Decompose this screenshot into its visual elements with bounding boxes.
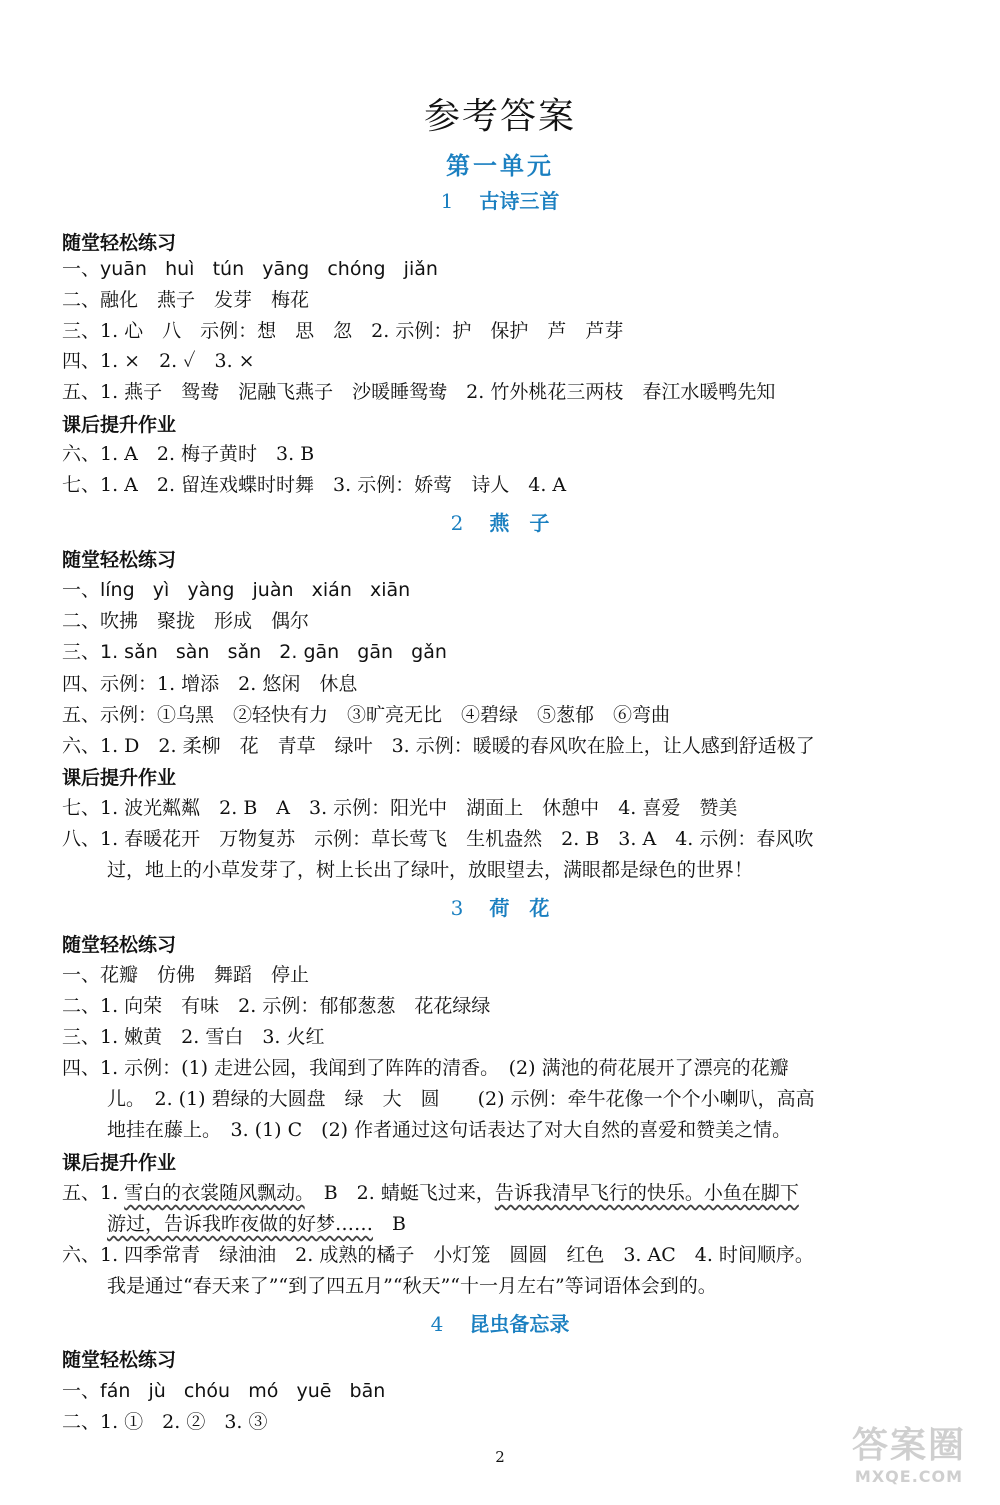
section-practice: 随堂轻松练习 [62,1349,177,1371]
answer-line: 五、1. 燕子 鸳鸯 泥融飞燕子 沙暖睡鸳鸯 2. 竹外桃花三两枝 春江水暖鸭先知 [62,381,776,403]
answer-line: 我是通过“春天来了”“到了四五月”“秋天”“十一月左右”等词语体会到的。 [107,1275,717,1297]
answer-line: 三、1. sǎn sàn sǎn 2. gān gān gǎn [62,641,447,663]
watermark-text: 答案圈 [851,1425,966,1466]
lesson-number: 3 [450,896,464,920]
answer-line: 过，地上的小草发芽了，树上长出了绿叶，放眼望去，满眼都是绿色的世界！ [107,859,754,881]
page-number: 2 [495,1448,505,1466]
answer-line: 五、示例：①乌黑 ②轻快有力 ③旷亮无比 ④碧绿 ⑤葱郁 ⑥弯曲 [62,704,671,726]
answer-line: 二、融化 燕子 发芽 梅花 [62,289,310,311]
lesson-4-heading [0,1308,1000,1337]
line-prefix: 五、1. [62,1182,125,1204]
section-practice: 随堂轻松练习 [62,232,177,254]
answer-line: 六、1. D 2. 柔柳 花 青草 绿叶 3. 示例：暖暖的春风吹在脸上，让人感到舒适极了 [62,735,815,757]
answer-line: 二、1. ① 2. ② 3. ③ [62,1411,268,1433]
answer-line: 地挂在藤上。 3. (1) C (2) 作者通过这句话表达了对大自然的喜爱和赞美之情。 [107,1119,792,1141]
answer-line: 四、1. 示例：(1) 走进公园，我闻到了阵阵的清香。 (2) 满池的荷花展开了漂亮的花瓣 [62,1057,789,1079]
section-practice: 随堂轻松练习 [62,934,177,956]
answer-line: 三、1. 嫩黄 2. 雪白 3. 火红 [62,1026,325,1048]
answer-line: 二、吹拂 聚拢 形成 偶尔 [62,610,310,632]
answer-line: 八、1. 春暖花开 万物复苏 示例：草长莺飞 生机盎然 2. B 3. A 4. 示例：春风吹 [62,828,814,850]
answer-line: 一、yuān huì tún yāng chóng jiǎn [62,258,438,280]
answer-line: 一、líng yì yàng juàn xián xiān [62,579,411,601]
page-title: 参考答案 [423,96,576,137]
lesson-name: 燕 子 [489,511,550,535]
answer-line [62,1178,799,1205]
lesson-1-heading [0,185,1000,214]
answer-line: 一、花瓣 仿佛 舞蹈 停止 [62,964,310,986]
answer-line: 一、fán jù chóu mó yuē bān [62,1380,386,1402]
answer-line: 六、1. 四季常青 绿油油 2. 成熟的橘子 小灯笼 圆圆 红色 3. AC 4. 时间顺序。 [62,1244,814,1266]
section-homework: 课后提升作业 [62,1152,177,1174]
answer-line: 四、示例：1. 增添 2. 悠闲 休息 [62,673,358,695]
section-homework: 课后提升作业 [62,767,177,789]
lesson-number: 1 [440,189,454,213]
lesson-name: 古诗三首 [479,189,560,213]
answer-line: 儿。 2. (1) 碧绿的大圆盘 绿 大 圆 (2) 示例：牵牛花像一个个小喇叭，高高 [107,1088,815,1110]
underlined-phrase: 告诉我清早飞行的快乐。小鱼在脚下 [494,1182,799,1204]
lesson-name: 荷 花 [489,896,550,920]
answer-line [107,1209,406,1236]
underlined-phrase: 游过，告诉我昨夜做的好梦…… [107,1213,374,1235]
watermark-logo [834,1425,984,1495]
line-text: B [373,1213,406,1235]
lesson-2-heading [0,507,1000,536]
lesson-number: 2 [450,511,464,535]
lesson-number: 4 [430,1312,444,1336]
underlined-phrase: 雪白的衣裳随风飘动。 [124,1182,305,1204]
watermark-url: MXQE.COM [854,1467,964,1486]
answer-line: 六、1. A 2. 梅子黄时 3. B [62,443,315,465]
lesson-3-heading [0,892,1000,921]
answer-line: 二、1. 向荣 有味 2. 示例：郁郁葱葱 花花绿绿 [62,995,491,1017]
section-homework: 课后提升作业 [62,414,177,436]
answer-line: 三、1. 心 八 示例：想 思 忽 2. 示例：护 保护 芦 芦芽 [62,320,624,342]
answer-line: 七、1. 波光粼粼 2. B A 3. 示例：阳光中 湖面上 休憩中 4. 喜爱 赞美 [62,797,738,819]
unit-title: 第一单元 [446,151,554,180]
answer-line: 七、1. A 2. 留连戏蝶时时舞 3. 示例：娇莺 诗人 4. A [62,474,567,496]
section-practice: 随堂轻松练习 [62,549,177,571]
answer-line: 四、1. × 2. ✓ 3. × [62,350,255,372]
line-text: B 2. 蜻蜓飞过来， [304,1182,495,1204]
lesson-name: 昆虫备忘录 [469,1312,570,1336]
